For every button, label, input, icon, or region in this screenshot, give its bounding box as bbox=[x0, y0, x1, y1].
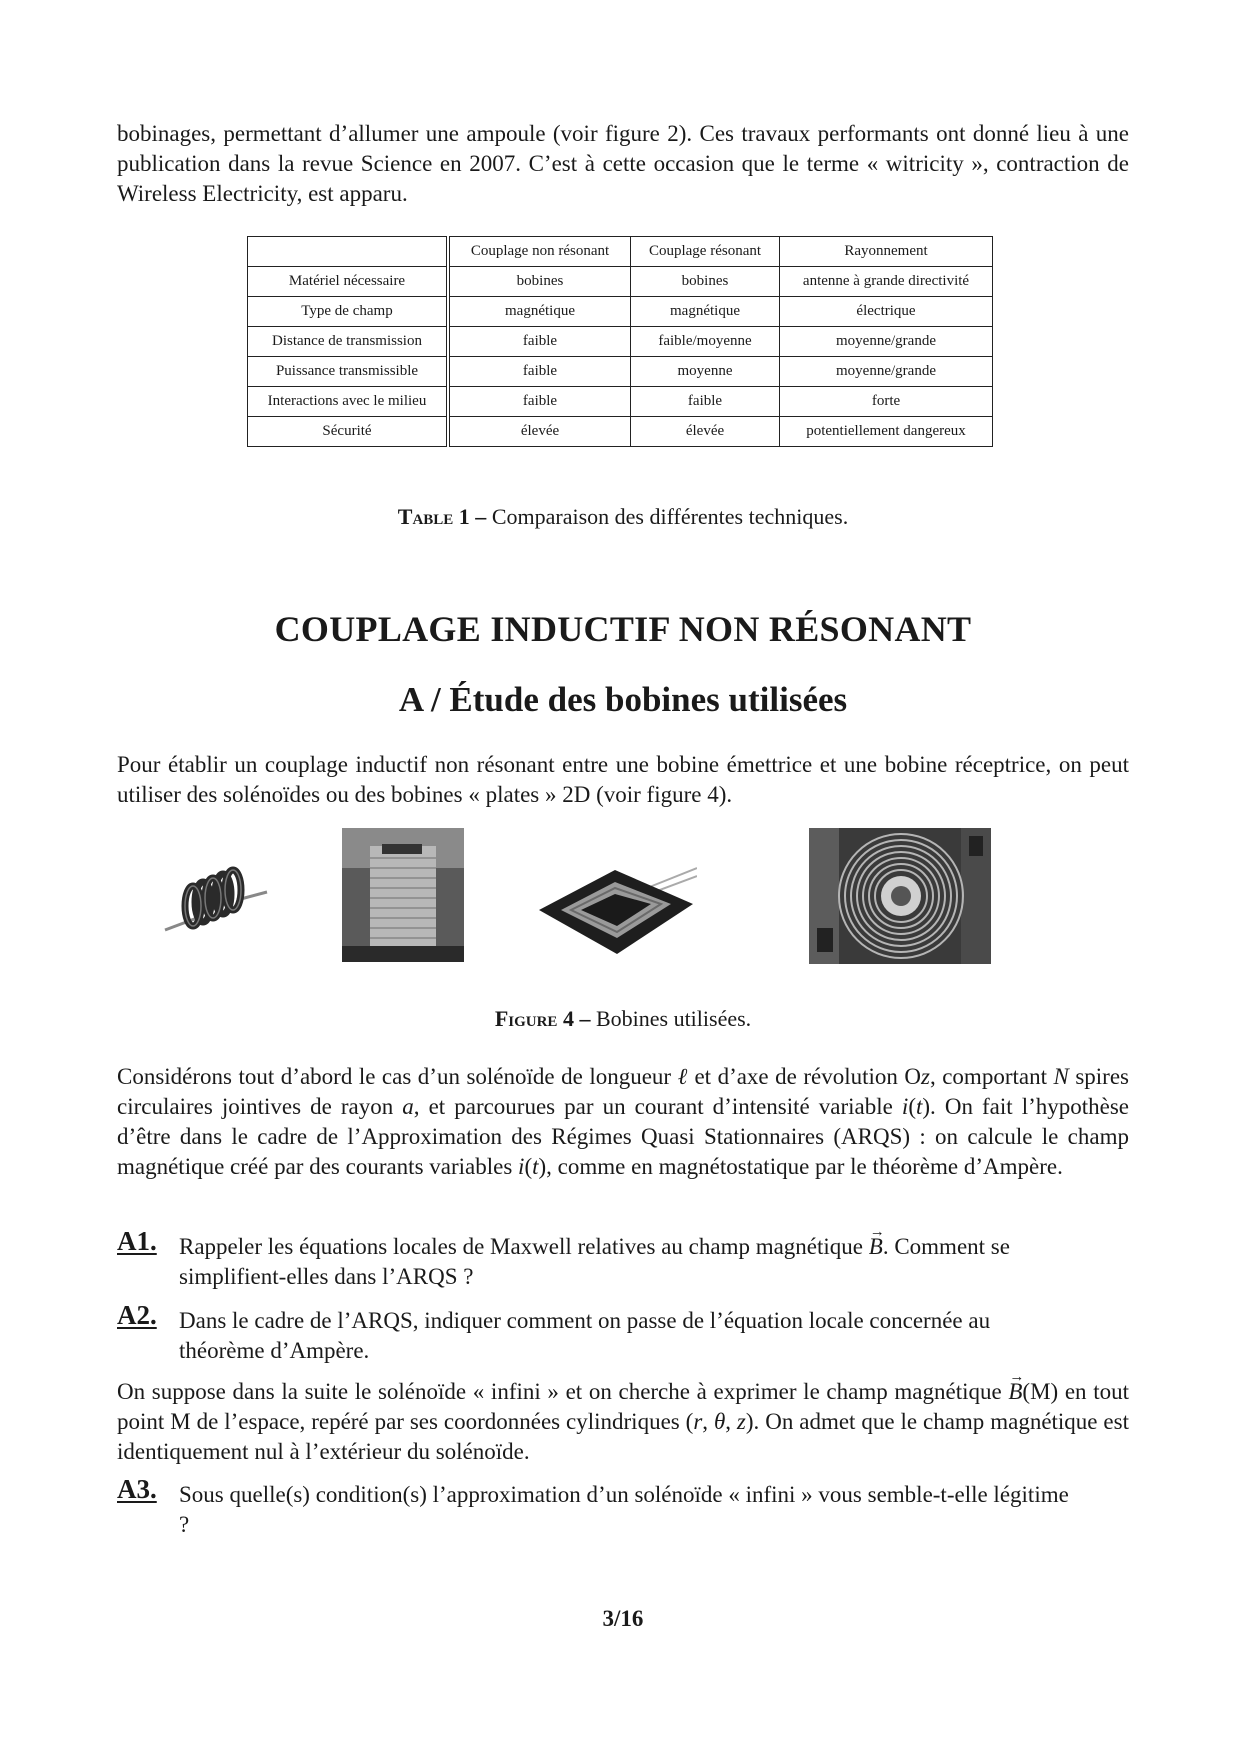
page-number: 3/16 bbox=[602, 1606, 644, 1631]
text-run: et d’axe de révolution O bbox=[687, 1064, 922, 1089]
table-cell: potentiellement dangereux bbox=[780, 417, 993, 447]
table-cell: bobines bbox=[448, 267, 631, 297]
question-label: A1. bbox=[117, 1226, 157, 1256]
coord-z: z bbox=[736, 1409, 746, 1434]
table-row-label: Type de champ bbox=[248, 297, 449, 327]
figure-caption-label: Figure 4 – bbox=[494, 1006, 591, 1031]
table-cell: moyenne/grande bbox=[780, 357, 993, 387]
table-row-label: Matériel nécessaire bbox=[248, 267, 449, 297]
magnetic-field-vector: → B bbox=[869, 1232, 883, 1262]
table-row bbox=[248, 327, 993, 357]
table-row-label: Distance de transmission bbox=[248, 327, 449, 357]
text-run: ). On admet que le champ magnétique est identiquement nul à l’extérieur du solénoïde. bbox=[117, 1409, 1129, 1464]
table-cell: forte bbox=[780, 387, 993, 417]
table-cell: magnétique bbox=[631, 297, 780, 327]
table-header-row bbox=[248, 237, 993, 267]
text-run: ( bbox=[908, 1094, 916, 1119]
table-header-cell: Rayonnement bbox=[780, 237, 993, 267]
solenoid-coil-photo bbox=[157, 858, 277, 958]
axis-symbol: z bbox=[921, 1064, 930, 1089]
figure-caption-text: Bobines utilisées. bbox=[590, 1006, 752, 1031]
table-cell: élevée bbox=[448, 417, 631, 447]
solenoid-paragraph bbox=[117, 1062, 1129, 1182]
table-row-label: Puissance transmissible bbox=[248, 357, 449, 387]
coord-r: r bbox=[693, 1409, 703, 1434]
table-row bbox=[248, 357, 993, 387]
text-run: spires circulaires jointives de rayon bbox=[117, 1064, 1129, 1119]
subsection-title: A / Étude des bobines utilisées bbox=[398, 680, 848, 719]
text-run: (M) en tout point M de l’espace, repéré par ses coordonnées cylindriques ( bbox=[117, 1379, 1129, 1434]
text-run: ). On fait l’hypothèse d’être dans le cadre de l’Approximation des Régimes Quasi Stationnaires (ARQS) : on calcule le champ magnétique créé par des courants variables bbox=[117, 1094, 1129, 1179]
question-text bbox=[179, 1232, 1079, 1292]
table-cell: moyenne/grande bbox=[780, 327, 993, 357]
table-caption-label: Table 1 – bbox=[397, 504, 487, 529]
section-title: COUPLAGE INDUCTIF NON RÉSONANT bbox=[274, 609, 972, 649]
table-cell: magnétique bbox=[448, 297, 631, 327]
time-symbol: t bbox=[532, 1154, 539, 1179]
text-run: . Comment se simplifient-elles dans l’ARQS ? bbox=[179, 1234, 1010, 1289]
figure-coils bbox=[117, 836, 1129, 976]
bobbin-coil-photo bbox=[342, 828, 464, 962]
intro-paragraph: bobinages, permettant d’allumer une ampoule (voir figure 2). Ces travaux performants ont donné lieu à une publication dans la revue Science en 2007. C’est à cette occasion que le terme « witricity », contraction de Wireless Electricity, est apparu. bbox=[117, 121, 1129, 206]
table-caption bbox=[117, 504, 1129, 530]
table-cell: moyenne bbox=[631, 357, 780, 387]
table-header-cell: Couplage non résonant bbox=[448, 237, 631, 267]
table-row bbox=[248, 387, 993, 417]
table-cell: faible bbox=[631, 387, 780, 417]
induction-coil-photo bbox=[809, 828, 991, 964]
table-row-label: Interactions avec le milieu bbox=[248, 387, 449, 417]
figure-caption bbox=[117, 1006, 1129, 1032]
text-run: ), comme en magnétostatique par le théorème d’Ampère. bbox=[538, 1154, 1063, 1179]
text-run: , comportant bbox=[929, 1064, 1054, 1089]
text-run: ( bbox=[524, 1154, 533, 1179]
table-cell: faible/moyenne bbox=[631, 327, 780, 357]
table-cell: électrique bbox=[780, 297, 993, 327]
question-label: A3. bbox=[117, 1474, 157, 1504]
question-text: Sous quelle(s) condition(s) l’approximation d’un solénoïde « infini » vous semble-t-elle légitime ? bbox=[179, 1482, 1069, 1537]
flat-coil-photo bbox=[537, 858, 697, 962]
table-header-cell bbox=[248, 237, 449, 267]
time-symbol: t bbox=[915, 1094, 923, 1119]
table-row bbox=[248, 267, 993, 297]
table-cell: élevée bbox=[631, 417, 780, 447]
table-cell: antenne à grande directivité bbox=[780, 267, 993, 297]
table-cell: bobines bbox=[631, 267, 780, 297]
text-run: Considérons tout d’abord le cas d’un solénoïde de longueur bbox=[117, 1064, 678, 1089]
radius-symbol: a bbox=[402, 1094, 414, 1119]
magnetic-field-vector: → B bbox=[1008, 1377, 1022, 1407]
table-cell: faible bbox=[448, 357, 631, 387]
table-row-label: Sécurité bbox=[248, 417, 449, 447]
question-text: Dans le cadre de l’ARQS, indiquer comment on passe de l’équation locale concernée au théorème d’Ampère. bbox=[179, 1308, 991, 1363]
table-cell: faible bbox=[448, 387, 631, 417]
coord-theta: θ bbox=[713, 1409, 726, 1434]
table-caption-text: Comparaison des différentes techniques. bbox=[486, 504, 849, 529]
coupling-paragraph: Pour établir un couplage inductif non résonant entre une bobine émettrice et une bobine réceptrice, on peut utiliser des solénoïdes ou des bobines « plates » 2D (voir figure 4). bbox=[117, 752, 1129, 807]
text-run: , et parcourues par un courant d’intensité variable bbox=[413, 1094, 902, 1119]
table-row bbox=[248, 417, 993, 447]
question-label: A2. bbox=[117, 1300, 157, 1330]
comparison-table-wrapper bbox=[247, 236, 993, 447]
table-header-cell: Couplage résonant bbox=[631, 237, 780, 267]
current-symbol: i bbox=[901, 1094, 909, 1119]
table-cell: faible bbox=[448, 327, 631, 357]
table-row bbox=[248, 297, 993, 327]
turns-symbol: N bbox=[1053, 1064, 1069, 1089]
text-run: On suppose dans la suite le solénoïde « infini » et on cherche à exprimer le champ magnétique bbox=[117, 1379, 1009, 1404]
comparison-table bbox=[247, 236, 993, 447]
text-run: , bbox=[725, 1409, 737, 1434]
length-symbol: ℓ bbox=[677, 1064, 688, 1089]
text-run: Rappeler les équations locales de Maxwell relatives au champ magnétique bbox=[179, 1234, 869, 1259]
current-symbol: i bbox=[518, 1154, 525, 1179]
infinite-solenoid-paragraph bbox=[117, 1377, 1129, 1467]
text-run: , bbox=[702, 1409, 714, 1434]
